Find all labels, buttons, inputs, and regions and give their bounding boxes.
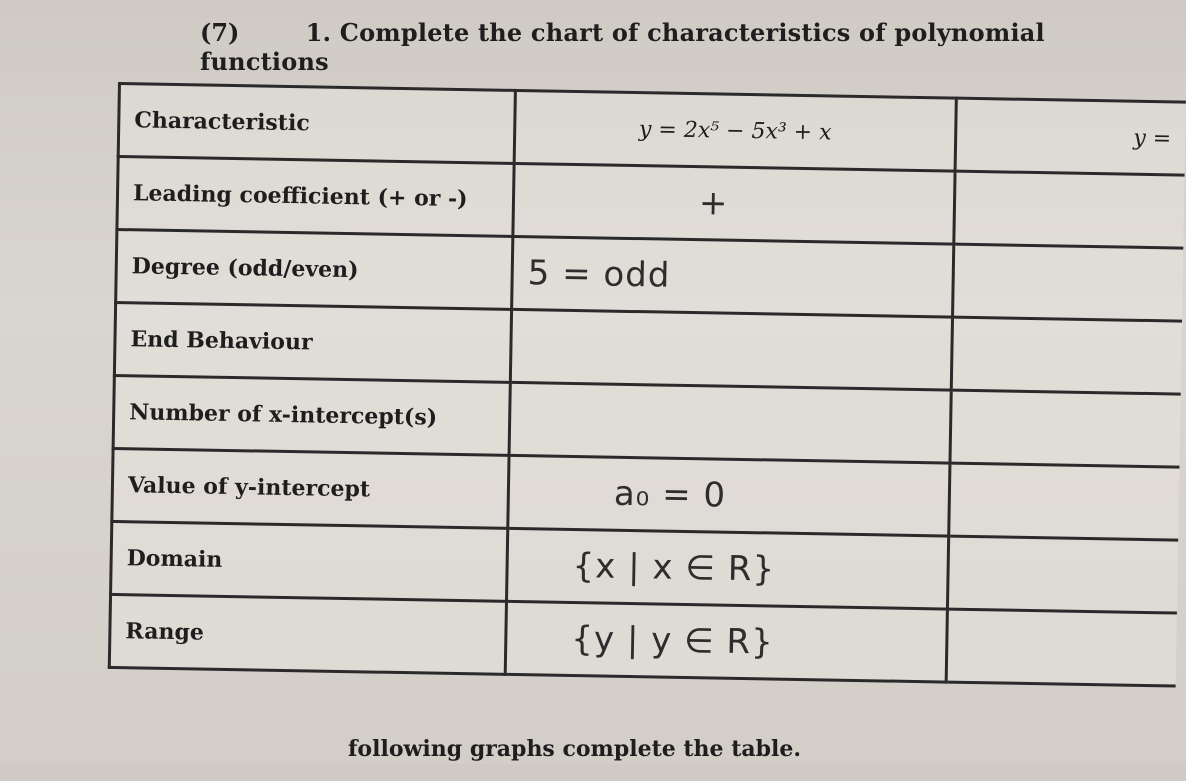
row-label: Value of y-intercept — [112, 448, 509, 528]
row-label: Range — [109, 594, 506, 674]
answer-cell-2[interactable] — [950, 390, 1181, 467]
row-label: End Behaviour — [114, 302, 511, 382]
characteristics-table-sheet — [106, 82, 1172, 779]
characteristics-table — [108, 82, 1186, 688]
question-title: 1. Complete the chart of characteristics of polynomial functions — [200, 18, 1045, 76]
handwritten-answer: {y | y ∈ R} — [570, 618, 775, 663]
row-label: Leading coefficient (+ or -) — [117, 157, 514, 237]
answer-cell[interactable] — [509, 382, 951, 463]
answer-cell[interactable] — [506, 528, 948, 609]
answer-cell-2[interactable] — [953, 244, 1184, 321]
question-marks: (7) — [200, 18, 240, 47]
question-header — [200, 18, 1085, 76]
row-label: Number of x-intercept(s) — [113, 375, 510, 455]
header-formula-2: y = — [955, 98, 1186, 175]
answer-cell-2[interactable] — [954, 171, 1185, 248]
footer-instruction — [0, 736, 1085, 762]
handwritten-answer: 5 = odd — [527, 253, 671, 296]
answer-cell-2[interactable] — [949, 463, 1180, 540]
header-characteristic: Characteristic — [118, 84, 515, 164]
answer-cell[interactable] — [510, 309, 952, 390]
row-label: Domain — [111, 521, 508, 601]
answer-cell[interactable] — [512, 236, 954, 317]
handwritten-answer: + — [698, 183, 729, 224]
header-formula-1: y = 2x⁵ − 5x³ + x — [514, 90, 956, 171]
answer-cell-2[interactable] — [951, 317, 1182, 394]
answer-cell-2[interactable] — [946, 609, 1177, 686]
answer-cell[interactable] — [513, 163, 955, 244]
footer-text: following graphs complete the table. — [347, 736, 802, 762]
handwritten-answer: {x | x ∈ R} — [572, 546, 776, 590]
answer-cell-2[interactable] — [947, 536, 1178, 613]
answer-cell[interactable] — [505, 601, 947, 682]
handwritten-answer: a₀ = 0 — [613, 473, 727, 516]
answer-cell[interactable] — [508, 455, 950, 536]
row-label: Degree (odd/even) — [116, 230, 513, 310]
